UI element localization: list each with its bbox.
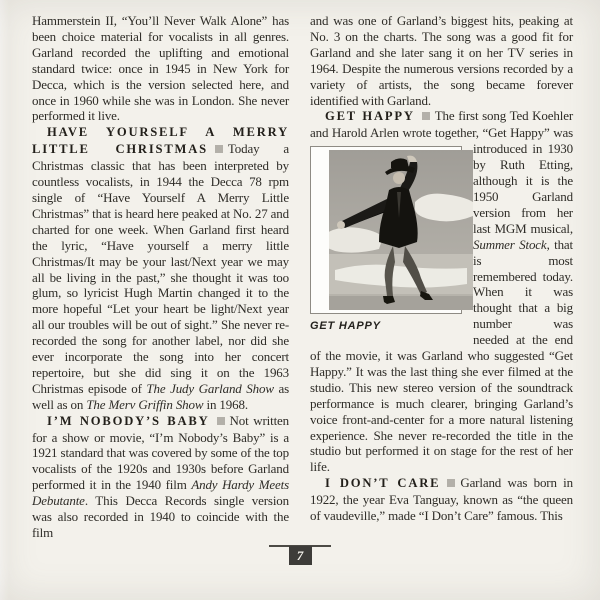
square-bullet-icon (215, 145, 223, 153)
photo-illustration (329, 150, 473, 310)
square-bullet-icon (217, 417, 225, 425)
paragraph-text: was introduced in 1930 by Ruth Etting, although it is the 1950 Garland version from her last MGM musical, (473, 125, 573, 236)
section-heading-i-dont-care: I DON’T CARE (325, 476, 441, 491)
page-number-badge (289, 546, 312, 565)
judy-garland-dancing-photo (310, 146, 462, 314)
italic-title: The Merv Griffin Show (86, 396, 204, 412)
page-footer (0, 545, 600, 565)
get-happy-photo-block (310, 146, 462, 333)
square-bullet-icon (447, 479, 455, 487)
italic-title: Summer Stock (473, 236, 547, 252)
paragraph-text: . This Decca Records single version was also recorded in 1940 to coincide with the film (32, 493, 289, 540)
paragraph-i-dont-care (310, 475, 573, 524)
paragraph-text: and was one of Garland’s biggest hits, peaking at No. 3 on the charts. The song was a good fit for Garland and she later sang it on her TV series in 1964. Despite the numerous versions recorded by a variety of artists, the song became forever identified with Garland. (310, 13, 573, 108)
paragraph-biggest-hits (310, 13, 573, 108)
italic-title: The Judy Garland Show (146, 380, 274, 396)
scan-edge-shadow (0, 0, 9, 600)
paragraph-text: The first song Ted Koehler and Harold Arlen wrote together, “Get Happy” (310, 108, 573, 141)
section-heading-get-happy: GET HAPPY (325, 109, 415, 124)
paragraph-text: Today a Christmas classic that has been interpreted by countless vocalists, in 1944 the Decca 78 rpm single of “Have Yourself A Merry Little Christmas” that is heard here peaked at No. 27 and charted for one week. When Garland first heard the lyric, “Have yourself a merry little Christmas/It may be your last/Next year we may all be living in the past,” she thought it was too glum, so lyricist Hugh Martin changed it to the more hopeful “Let your heart be light/Next year all our troubles will be out of sight.” She never re-recorded the song for another label, nor did she ever incorporate the song into her concert repertoire, but she did sing it on the 1963 Christmas episode of (32, 141, 289, 396)
paragraph-text: Hammerstein II, “You’ll Never Walk Alone” has been choice material for vocalists in all genres. Garland recorded the uplifting and emotional standard twice: once in 1945 in New York for Decca, which is the version selected here, and once in 1960 while she was in London. She never performed it live. (32, 13, 289, 124)
paragraph-never-walk-alone (32, 13, 289, 124)
section-heading-im-nobodys-baby: I’M NOBODY’S BABY (47, 413, 210, 428)
paragraph-text: as well as on (32, 380, 289, 412)
paragraph-merry-little-christmas (32, 124, 289, 412)
left-column (32, 13, 289, 541)
paragraph-im-nobodys-baby (32, 413, 289, 541)
paragraph-text: in 1968. (203, 396, 248, 412)
paragraph-get-happy (310, 108, 573, 475)
square-bullet-icon (422, 112, 430, 120)
photo-caption: GET HAPPY (310, 320, 381, 333)
page-number: 7 (296, 548, 304, 563)
italic-title: Andy Hardy Meets Debutante (32, 477, 289, 509)
paragraph-text: Garland was born in 1922, the year Eva Tanguay, known as “the queen of vaudeville,” made “I Don’t Care” famous. This (310, 475, 573, 524)
paragraph-text: Not written for a show or movie, “I’m Nobody’s Baby” is a 1921 standard that was covered by some of the top vocalists of the 1920s and 1930s before Garland performed it in the 1940 film (32, 412, 289, 493)
paragraph-text: , that is most remembered today. When it was thought that a big number was needed at the end of the movie, it was Garland who suggested “Get Happy.” It was the last thing she ever filmed at the studio. This new stereo version of the soundtrack performance is much clearer, bringing Garland’s voice front-and-center for a more natural listening experience. She never re-recorded the title in the studio but performed it on stage for the rest of her life. (310, 236, 573, 475)
right-column (310, 13, 573, 524)
section-heading-have-yourself-a-merry-little-christmas: HAVE YOURSELF A MERRY LITTLE CHRISTMAS (32, 125, 289, 157)
